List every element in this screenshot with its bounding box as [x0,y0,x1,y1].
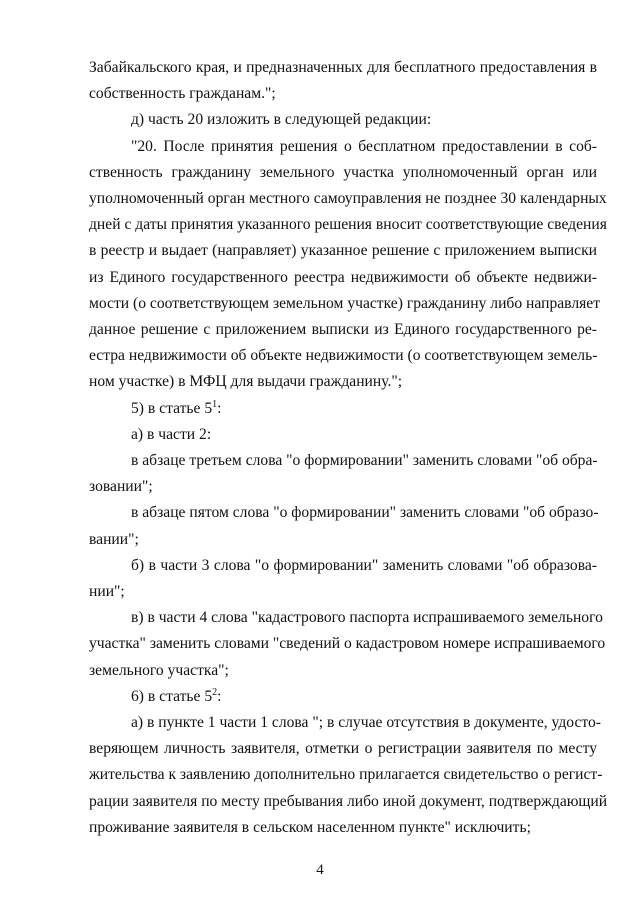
text-line: участка" заменить словами "сведений о кадастровом номере испрашиваемого [89,635,606,653]
text-line: а) в части 2: [131,425,212,443]
text-line: вании"; [89,530,139,548]
colon: : [217,687,222,705]
text-line: ном участке) в МФЦ для выдачи гражданину."; [89,373,403,391]
superscript: 2 [212,686,218,698]
text-line: в реестр и выдает (направляет) указанное решение с приложением выписки [89,242,597,260]
text-line: "20. После принятия решения о бесплатном предоставлении в соб- [131,137,597,155]
text-line: веряющем личность заявителя, отметки о регистрации заявителя по месту [89,740,597,758]
text-line [131,687,597,707]
text-line: данное решение с приложением выписки из Единого государственного ре- [89,321,597,338]
text-line: проживание заявителя в сельском населенном пункте" исключить; [89,818,531,836]
page-number: 4 [316,862,324,878]
text-line: дней с даты принятия указанного решения вносит соответствующие сведения [89,216,607,234]
text-line: мости (о соответствующем земельном участке) гражданину либо направляет [89,294,601,312]
text-line: д) часть 20 изложить в следующей редакции: [131,111,432,129]
text-line: земельного участка"; [89,661,229,679]
text-line [131,399,597,419]
text-line: жительства к заявлению дополнительно прилагается свидетельство о регист- [89,766,603,784]
text-line: собственность гражданам."; [89,85,276,103]
text-line: Забайкальского края, и предназначенных для бесплатного предоставления в [89,59,597,76]
text-line: ственность гражданину земельного участка уполномоченный орган или [89,163,597,181]
colon: : [217,399,222,417]
article-heading-text: 6) в статье 5 [131,687,213,705]
superscript: 1 [212,398,218,410]
article-heading-text: 5) в статье 5 [131,399,213,417]
text-line: зовании"; [89,478,153,496]
text-line: в) в части 4 слова "кадастрового паспорта испрашиваемого земельного [131,609,603,627]
text-line: из Единого государственного реестра недвижимости об объекте недвижи- [89,268,597,286]
text-line: рации заявителя по месту пребывания либо иной документ, подтверждающий [89,792,608,810]
text-line: нии"; [89,583,125,600]
text-line: а) в пункте 1 части 1 слова "; в случае отсутствия в документе, удосто- [131,714,602,731]
text-line: уполномоченный орган местного самоуправления не позднее 30 календарных [89,190,607,207]
text-line: в абзаце третьем слова "о формировании" заменить словами "об обра- [131,452,598,469]
text-line: в абзаце пятом слова "о формировании" заменить словами "об образо- [131,504,599,522]
text-line: б) в части 3 слова "о формировании" заменить словами "об образова- [131,556,597,574]
text-line: естра недвижимости об объекте недвижимости (о соответствующем земель- [89,347,598,365]
